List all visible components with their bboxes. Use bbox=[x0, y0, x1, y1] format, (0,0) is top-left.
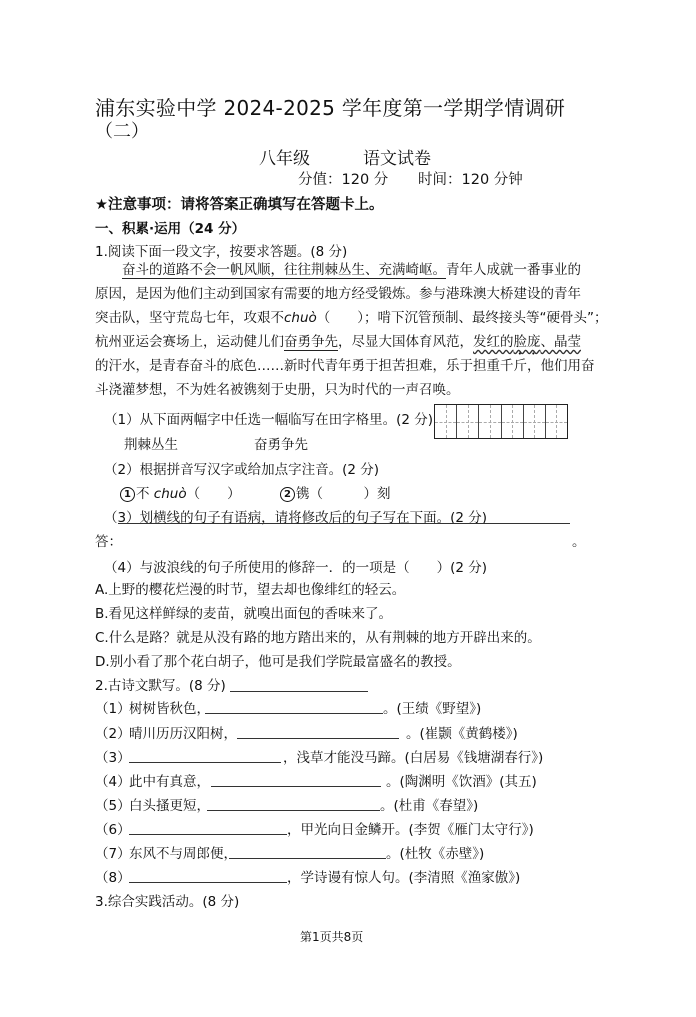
passage-line: 斗浇灌梦想，不为姓名被镌刻于史册，只为时代的一声召唤。 bbox=[95, 382, 460, 398]
passage-line bbox=[95, 306, 608, 330]
q2-prompt-line bbox=[230, 691, 368, 692]
wavy-underline-text: 、晶莹 bbox=[540, 334, 581, 350]
q1-sub3: （3）划横线的句子有语病，请将修改后的句子写在下面。(2 分) bbox=[104, 510, 488, 526]
poem-given-line: 晴川历历汉阳树， bbox=[129, 726, 237, 742]
pinyin-blank: （ ） bbox=[316, 310, 365, 326]
answer-label: 答： bbox=[95, 534, 122, 550]
poem-given-line: 树树皆秋色， bbox=[129, 701, 210, 717]
poem-source: ，甲光向日金鳞开。(李贺《雁门太守行》) bbox=[287, 822, 534, 838]
time-label: 时间：120 分钟 bbox=[418, 172, 523, 188]
poem-number: （3） bbox=[95, 750, 131, 766]
pinyin-blank[interactable]: （ ） bbox=[186, 486, 241, 502]
poem-given-line: 此中有真意， bbox=[129, 774, 210, 790]
pinyin-chuo: chuò bbox=[153, 486, 187, 502]
passage bbox=[95, 258, 608, 402]
underlined-sentence: 奋斗的道路不会一帆风顺，往往荆棘丛生、充满崎岖。 bbox=[122, 262, 446, 278]
sub2-text: 镌（ ）刻 bbox=[296, 486, 391, 502]
grid-cell[interactable] bbox=[435, 405, 457, 438]
poem-source: 。(杜牧《赤壁》) bbox=[386, 846, 485, 862]
passage-text: 突击队，坚守荒岛七年，攻艰不 bbox=[95, 310, 284, 326]
poem-number: （6） bbox=[95, 822, 131, 838]
passage-line bbox=[95, 330, 605, 354]
q3-prompt: 3.综合实践活动。(8 分) bbox=[95, 894, 240, 910]
grid-cell[interactable] bbox=[502, 405, 524, 438]
wavy-underline-text: 发红的 bbox=[473, 334, 514, 350]
poem-number: （5） bbox=[95, 798, 131, 814]
score-label: 分值：120 分 bbox=[298, 172, 389, 188]
grid-cell[interactable] bbox=[546, 405, 567, 438]
option-a[interactable]: A.上野的樱花烂漫的时节，望去却也像绯红的轻云。 bbox=[95, 582, 406, 598]
poem-answer-blank[interactable] bbox=[211, 786, 381, 787]
exam-title-sub: （二） bbox=[95, 121, 149, 142]
poem-given-line: 东风不与周郎便， bbox=[129, 846, 237, 862]
poem-source: 。(杜甫《春望》) bbox=[380, 798, 479, 814]
answer-end: 。 bbox=[572, 534, 586, 550]
circled-number-2: 2 bbox=[280, 487, 295, 502]
q1-sub1: （1）从下面两幅字中任选一幅临写在田字格里。(2 分) bbox=[104, 412, 434, 428]
poem-number: （1） bbox=[95, 701, 131, 717]
poem-answer-blank[interactable] bbox=[129, 834, 287, 835]
poem-source: 。(崔颢《黄鹤楼》) bbox=[406, 726, 518, 742]
poem-answer-blank[interactable] bbox=[129, 882, 287, 883]
sub2-item-a bbox=[120, 482, 241, 502]
tianzige-grid[interactable] bbox=[434, 404, 568, 439]
poem-answer-blank[interactable] bbox=[207, 810, 380, 811]
sub3-underline bbox=[118, 523, 570, 524]
subject-label: 语文试卷 bbox=[363, 149, 431, 169]
option-fenyong: 奋勇争先 bbox=[254, 437, 308, 453]
underlined-phrase: 奋勇争先 bbox=[284, 334, 338, 350]
passage-text: ，尽显大国体育风范， bbox=[338, 334, 473, 350]
option-jingji: 荆棘丛生 bbox=[124, 437, 178, 453]
page-number: 第1页共8页 bbox=[300, 930, 364, 944]
grid-cell[interactable] bbox=[479, 405, 501, 438]
q2-prompt: 2.古诗文默写。(8 分) bbox=[95, 678, 226, 694]
pinyin-chuo: chuò bbox=[284, 310, 317, 326]
q1-sub2: （2）根据拼音写汉字或给加点字注音。(2 分) bbox=[104, 462, 380, 478]
passage-line: 的汗水，是青春奋斗的底色……新时代青年勇于担苦担难，乐于担重千斤，他们用奋 bbox=[95, 358, 595, 374]
poem-source: 。(王绩《野望》) bbox=[383, 701, 482, 717]
q1-sub4: （4）与波浪线的句子所使用的修辞一．的一项是（ ）(2 分) bbox=[104, 560, 488, 576]
sub2-item-b bbox=[280, 482, 391, 502]
poem-source: ，浅草才能没马蹄。(白居易《钱塘湖春行》) bbox=[283, 750, 544, 766]
grid-cell[interactable] bbox=[457, 405, 479, 438]
poem-answer-blank[interactable] bbox=[205, 713, 383, 714]
passage-text: 青年人成就一番事业的 bbox=[446, 262, 581, 278]
poem-answer-blank[interactable] bbox=[229, 858, 386, 859]
passage-line: 原因，是因为他们主动到国家有需要的地方经受锻炼。参与港珠澳大桥建设的青年 bbox=[95, 286, 581, 302]
poem-answer-blank[interactable] bbox=[129, 762, 281, 763]
option-d[interactable]: D.别小看了那个花白胡子，他可是我们学院最富盛名的教授。 bbox=[95, 654, 461, 670]
section-heading: 一、积累·运用（24 分） bbox=[95, 221, 246, 237]
notice: ★注意事项：请将答案正确填写在答题卡上。 bbox=[95, 197, 384, 213]
poem-number: （2） bbox=[95, 726, 131, 742]
passage-line bbox=[95, 258, 605, 282]
grade-label: 八年级 bbox=[259, 149, 310, 169]
exam-title: 浦东实验中学 2024-2025 学年度第一学期学情调研 bbox=[95, 96, 566, 120]
sub2-text: 不 bbox=[136, 486, 150, 502]
option-b[interactable]: B.看见这样鲜绿的麦苗，就嗅出面包的香味来了。 bbox=[95, 606, 393, 622]
poem-source: 。(陶渊明《饮酒》(其五) bbox=[386, 774, 537, 790]
poem-number: （7） bbox=[95, 846, 131, 862]
poem-answer-blank[interactable] bbox=[237, 738, 399, 739]
passage-text: ；啃下沉管预制、最终接头等“硬骨头”； bbox=[364, 310, 608, 326]
circled-number-1: 1 bbox=[120, 487, 135, 502]
wavy-underline-text: 脸庞 bbox=[513, 334, 541, 350]
passage-text: 杭州亚运会赛场上，运动健儿们 bbox=[95, 334, 284, 350]
poem-source: ，学诗谩有惊人句。(李清照《渔家傲》) bbox=[287, 870, 521, 886]
poem-number: （4） bbox=[95, 774, 131, 790]
q1-prompt: 1.阅读下面一段文字，按要求答题。(8 分) bbox=[95, 244, 348, 260]
grid-cell[interactable] bbox=[524, 405, 546, 438]
option-c[interactable]: C.什么是路？就是从没有路的地方踏出来的，从有荆棘的地方开辟出来的。 bbox=[95, 630, 541, 646]
poem-number: （8） bbox=[95, 870, 131, 886]
poem-given-line: 白头搔更短， bbox=[129, 798, 210, 814]
